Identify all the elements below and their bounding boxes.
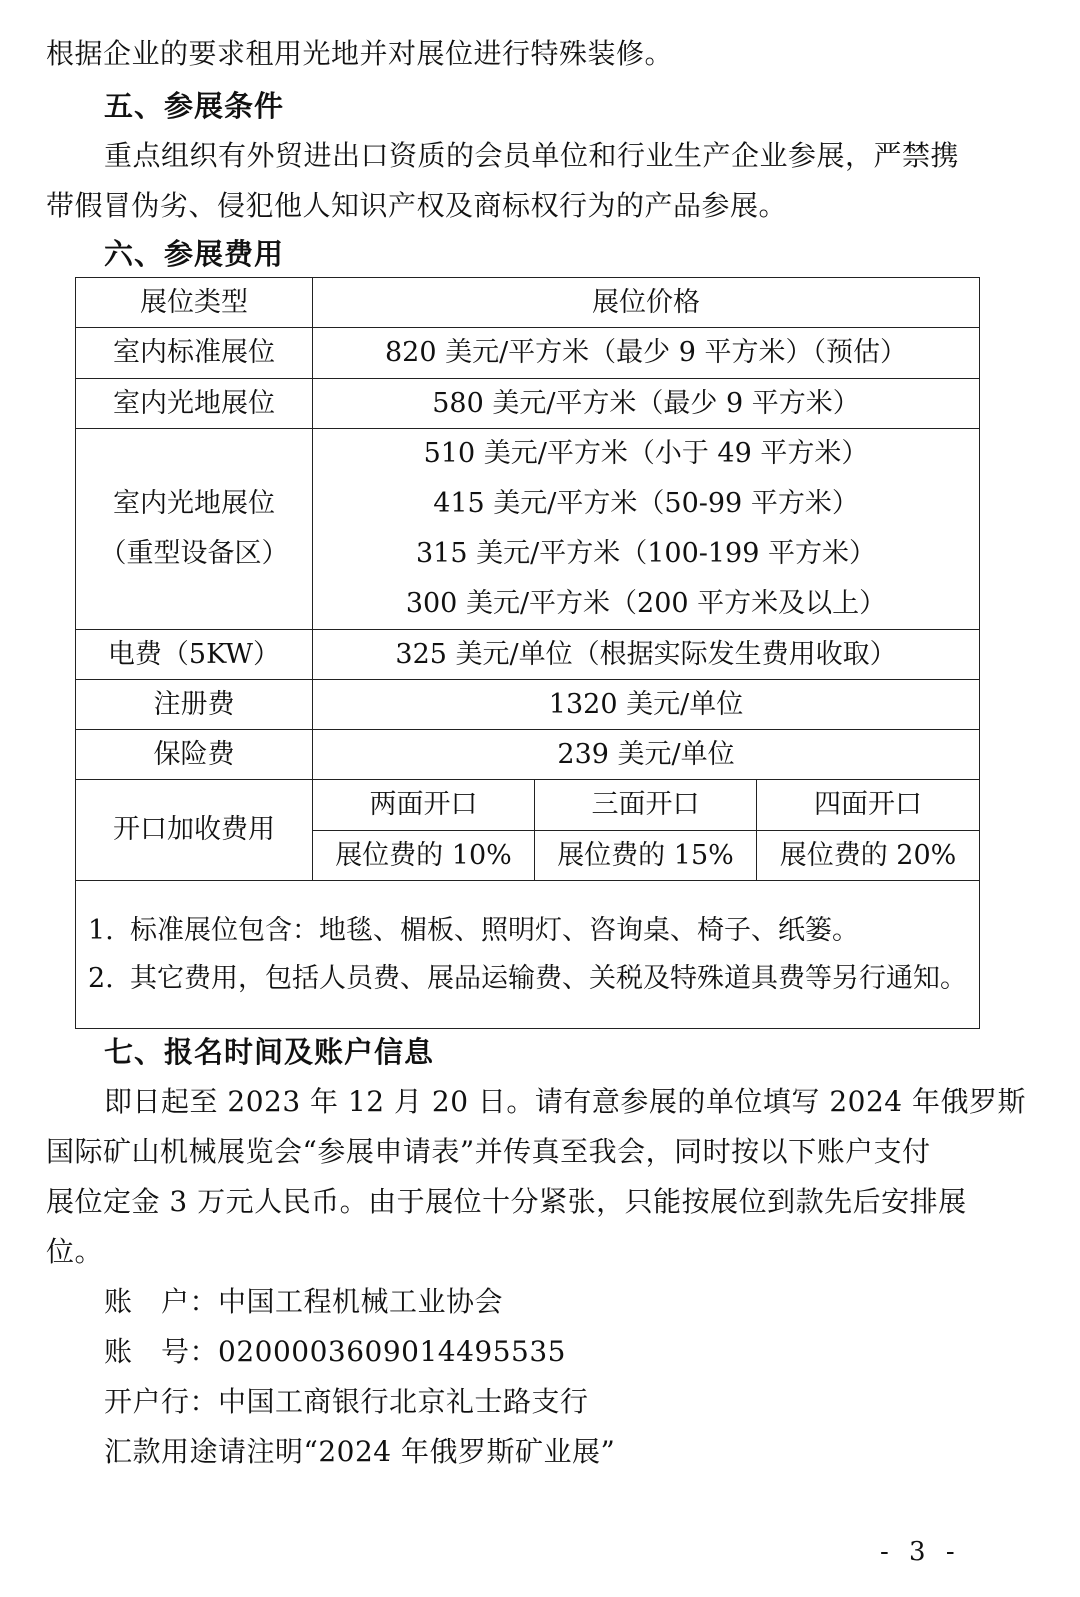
registration-paragraph-line4: 位。 (46, 1235, 104, 1268)
opening-label-four-sides: 四面开口 (757, 780, 980, 831)
row-price-insurance: 239 美元/单位 (313, 730, 980, 780)
account-number: 账 号：0200003609014495535 (104, 1335, 566, 1368)
opening-value-four-sides: 展位费的 20% (757, 831, 980, 881)
table-row (76, 630, 980, 680)
bank-branch: 开户行：中国工商银行北京礼士路支行 (104, 1385, 589, 1418)
conditions-paragraph-line2: 带假冒伪劣、侵犯他人知识产权及商标权行为的产品参展。 (46, 189, 788, 222)
heavy-price-tier4: 300 美元/平方米（200 平方米及以上） (405, 588, 887, 619)
note-item (88, 955, 971, 1003)
note-text: 其它费用，包括人员费、展品运输费、关税及特殊道具费等另行通知。 (130, 962, 967, 994)
note-number: 2. (88, 962, 114, 994)
table-row (76, 429, 980, 630)
header-booth-type: 展位类型 (76, 278, 313, 328)
fee-table (75, 277, 980, 1029)
remittance-remark: 汇款用途请注明“2024 年俄罗斯矿业展” (104, 1435, 616, 1468)
opening-label-three-sides: 三面开口 (535, 780, 757, 831)
note-text: 标准展位包含：地毯、楣板、照明灯、咨询桌、椅子、纸篓。 (130, 914, 859, 946)
table-row (76, 328, 980, 379)
row-price-electricity: 325 美元/单位（根据实际发生费用收取） (313, 630, 980, 680)
heavy-type-line2: （重型设备区） (99, 538, 289, 569)
note-number: 1. (88, 914, 114, 946)
page-number: - 3 - (880, 1537, 961, 1567)
heavy-type-line1: 室内光地展位 (113, 488, 275, 519)
registration-paragraph-line3: 展位定金 3 万元人民币。由于展位十分紧张，只能按展位到款先后安排展 (46, 1185, 967, 1218)
section-heading-conditions: 五、参展条件 (104, 89, 285, 123)
table-row (76, 379, 980, 429)
table-row (76, 730, 980, 780)
row-price-standard: 820 美元/平方米（最少 9 平方米）（预估） (313, 328, 980, 379)
heavy-price-tier1: 510 美元/平方米（小于 49 平方米） (423, 438, 869, 469)
section-heading-fees: 六、参展费用 (104, 237, 285, 271)
table-row (76, 780, 980, 831)
account-name: 账 户：中国工程机械工业协会 (104, 1285, 504, 1318)
registration-paragraph-line1: 即日起至 2023 年 12 月 20 日。请有意参展的单位填写 2024 年俄罗斯 (104, 1085, 1026, 1118)
heavy-price-tier3: 315 美元/平方米（100-199 平方米） (416, 538, 876, 569)
row-price-registration: 1320 美元/单位 (313, 680, 980, 730)
row-price-heavy-equipment (313, 429, 980, 630)
section-heading-registration: 七、报名时间及账户信息 (104, 1035, 435, 1069)
heavy-price-tier2: 415 美元/平方米（50-99 平方米） (433, 488, 859, 519)
opening-value-three-sides: 展位费的 15% (535, 831, 757, 881)
opening-label-two-sides: 两面开口 (313, 780, 535, 831)
row-type-registration: 注册费 (76, 680, 313, 730)
row-type-electricity: 电费（5KW） (76, 630, 313, 680)
row-type-standard: 室内标准展位 (76, 328, 313, 379)
table-header-row (76, 278, 980, 328)
row-type-heavy-equipment (76, 429, 313, 630)
row-type-opening-surcharge: 开口加收费用 (76, 780, 313, 881)
note-item (88, 907, 971, 955)
table-row (76, 680, 980, 730)
row-type-raw-space: 室内光地展位 (76, 379, 313, 429)
row-type-insurance: 保险费 (76, 730, 313, 780)
row-price-raw-space: 580 美元/平方米（最少 9 平方米） (313, 379, 980, 429)
intro-paragraph: 根据企业的要求租用光地并对展位进行特殊装修。 (46, 37, 674, 70)
registration-paragraph-line2: 国际矿山机械展览会“参展申请表”并传真至我会，同时按以下账户支付 (46, 1135, 931, 1168)
opening-value-two-sides: 展位费的 10% (313, 831, 535, 881)
header-booth-price: 展位价格 (313, 278, 980, 328)
conditions-paragraph-line1: 重点组织有外贸进出口资质的会员单位和行业生产企业参展，严禁携 (104, 139, 960, 172)
table-notes-row (76, 881, 980, 1029)
table-notes (76, 881, 980, 1029)
